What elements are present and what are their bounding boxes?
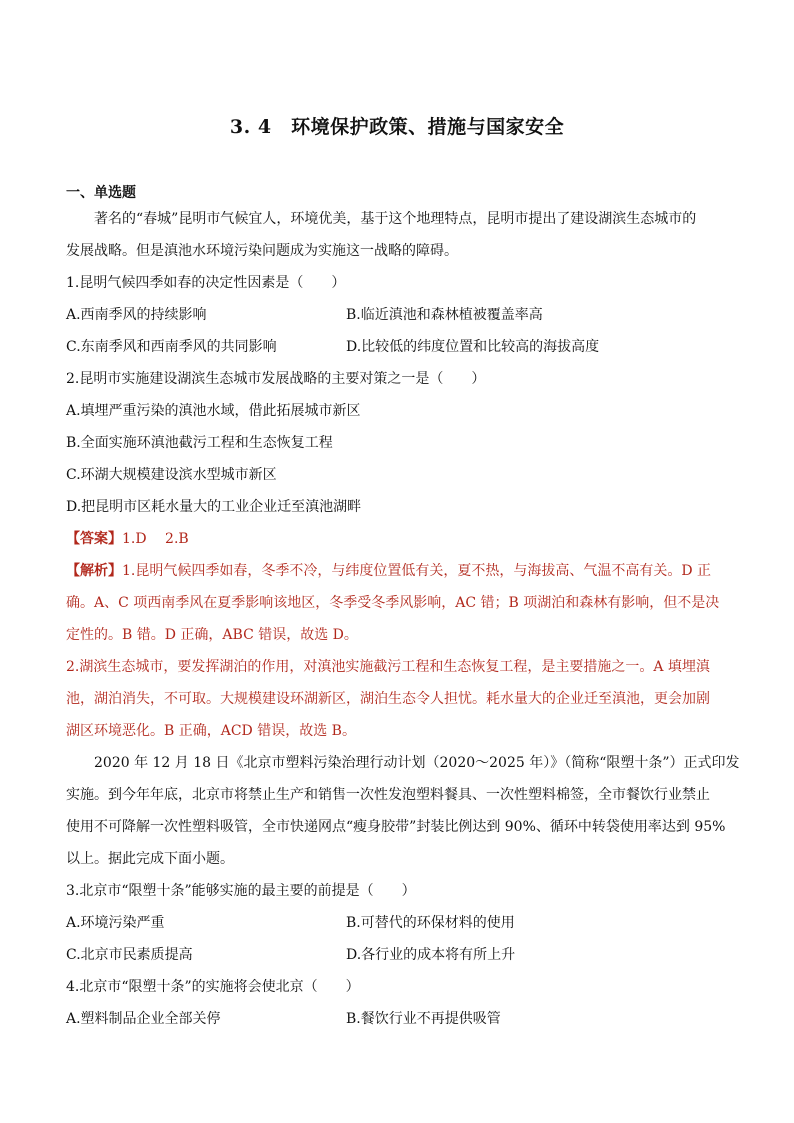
- passage1-line1: 著名的“春城”昆明市气候宜人，环境优美，基于这个地理特点，昆明市提出了建设湖滨生态城市的: [94, 211, 697, 227]
- question-3-option-b: B.可替代的环保材料的使用: [346, 915, 515, 931]
- question-4-stem: 4.北京市“限塑十条”的实施将会使北京（ ）: [66, 979, 360, 995]
- question-2-option-c: C.环湖大规模建设滨水型城市新区: [66, 467, 277, 483]
- question-1-option-a: A.西南季风的持续影响: [66, 307, 207, 323]
- question-3-option-c: C.北京市民素质提高: [66, 947, 193, 963]
- question-3-option-a: A.环境污染严重: [66, 915, 165, 931]
- analysis-line1: [66, 561, 711, 581]
- question-1-option-c: C.东南季风和西南季风的共同影响: [66, 339, 277, 355]
- analysis-label: 【解析】: [66, 563, 122, 579]
- passage2-line3: 使用不可降解一次性塑料吸管，全市快递网点“瘦身胶带”封装比例达到 90%、循环中转袋使用率达到 95%: [66, 819, 726, 835]
- question-1-option-d: D.比较低的纬度位置和比较高的海拔高度: [346, 339, 600, 355]
- question-2-option-a: A.填埋严重污染的滇池水域，借此拓展城市新区: [66, 403, 361, 419]
- analysis-line6: 湖区环境恶化。B 正确，ACD 错误，故选 B。: [66, 723, 356, 739]
- answer-label: 【答案】: [66, 531, 122, 547]
- answer-text: 1.D 2.B: [122, 531, 189, 547]
- question-1-stem: 1.昆明气候四季如春的决定性因素是（ ）: [66, 275, 346, 291]
- passage1-line2: 发展战略。但是滇池水环境污染问题成为实施这一战略的障碍。: [66, 243, 458, 259]
- question-2-option-b: B.全面实施环滇池截污工程和生态恢复工程: [66, 435, 333, 451]
- passage2-line2: 实施。到今年年底，北京市将禁止生产和销售一次性发泡塑料餐具、一次性塑料棉签，全市餐饮行业禁止: [66, 787, 710, 803]
- passage2-line4: 以上。据此完成下面小题。: [66, 851, 234, 867]
- question-2-stem: 2.昆明市实施建设湖滨生态城市发展战略的主要对策之一是（ ）: [66, 371, 486, 387]
- page-title: 3. 4 环境保护政策、措施与国家安全: [229, 116, 565, 138]
- analysis-line5: 池，湖泊消失，不可取。大规模建设环湖新区，湖泊生态令人担忧。耗水量大的企业迁至滇池，更会加剧: [66, 691, 710, 707]
- question-4-option-a: A.塑料制品企业全部关停: [66, 1011, 221, 1027]
- question-1-option-b: B.临近滇池和森林植被覆盖率高: [346, 307, 543, 323]
- answer-block-1: [66, 529, 189, 549]
- analysis-line4: 2.湖滨生态城市，要发挥湖泊的作用，对滇池实施截污工程和生态恢复工程，是主要措施之一。A 填埋滇: [66, 659, 710, 675]
- analysis-line2: 确。A、C 项西南季风在夏季影响该地区，冬季受冬季风影响，AC 错；B 项湖泊和森林有影响，但不是决: [66, 595, 720, 611]
- question-4-option-b: B.餐饮行业不再提供吸管: [346, 1011, 501, 1027]
- analysis-text-line1: 1.昆明气候四季如春，冬季不冷，与纬度位置低有关，夏不热，与海拔高、气温不高有关。D 正: [122, 563, 712, 579]
- passage2-line1: 2020 年 12 月 18 日《北京市塑料污染治理行动计划（2020～2025 年）》（简称“限塑十条”）正式印发: [94, 755, 740, 771]
- question-2-option-d: D.把昆明市区耗水量大的工业企业迁至滇池湖畔: [66, 499, 362, 515]
- question-3-option-d: D.各行业的成本将有所上升: [346, 947, 516, 963]
- section-heading: 一、单选题: [66, 185, 136, 201]
- analysis-line3: 定性的。B 错。D 正确，ABC 错误，故选 D。: [66, 627, 358, 643]
- question-3-stem: 3.北京市“限塑十条”能够实施的最主要的前提是（ ）: [66, 883, 416, 899]
